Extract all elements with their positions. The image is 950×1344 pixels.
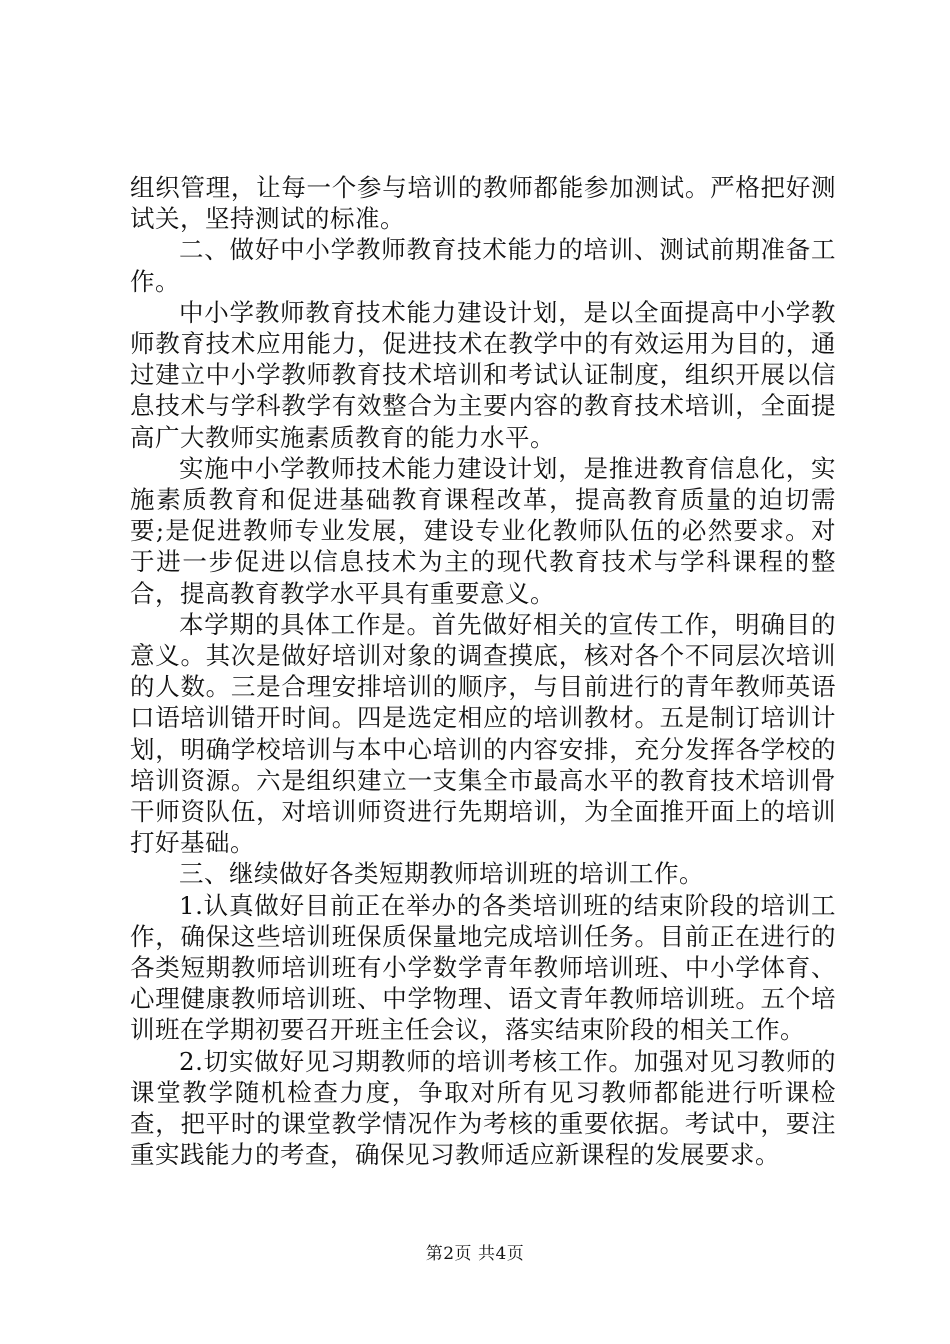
section-heading-2: 二、做好中小学教师教育技术能力的培训、测试前期准备工作。: [130, 235, 836, 296]
page-footer: [0, 1244, 950, 1264]
page-number: 第2页 共4页: [425, 1244, 525, 1264]
paragraph-1: 组织管理，让每一个参与培训的教师都能参加测试。严格把好测试关，坚持测试的标准。: [130, 173, 836, 234]
paragraph-5: 本学期的具体工作是。首先做好相关的宣传工作，明确目的意义。其次是做好培训对象的调查摸底，核对各个不同层次培训的人数。三是合理安排培训的顺序，与目前进行的青年教师英语口语培训错开时间。四是选定相应的培训教材。五是制订培训计划，明确学校培训与本中心培训的内容安排，充分发挥各学校的培训资源。六是组织建立一支集全市最高水平的教育技术培训骨干师资队伍，对培训师资进行先期培训，为全面推开面上的培训打好基础。: [130, 609, 836, 858]
list-item-2: 2.切实做好见习期教师的培训考核工作。加强对见习教师的课堂教学随机检查力度，争取对所有见习教师都能进行听课检查，把平时的课堂教学情况作为考核的重要依据。考试中，要注重实践能力的考查，确保见习教师适应新课程的发展要求。: [130, 1046, 836, 1170]
paragraph-4: 实施中小学教师技术能力建设计划，是推进教育信息化，实施素质教育和促进基础教育课程改革，提高教育质量的迫切需要;是促进教师专业发展，建设专业化教师队伍的必然要求。对于进一步促进以信息技术为主的现代教育技术与学科课程的整合，提高教育教学水平具有重要意义。: [130, 453, 836, 608]
document-body: [130, 172, 836, 1171]
paragraph-3: 中小学教师教育技术能力建设计划，是以全面提高中小学教师教育技术应用能力，促进技术在教学中的有效运用为目的，通过建立中小学教师教育技术培训和考试认证制度，组织开展以信息技术与学科教学有效整合为主要内容的教育技术培训，全面提高广大教师实施素质教育的能力水平。: [130, 297, 836, 452]
section-heading-3: 三、继续做好各类短期教师培训班的培训工作。: [179, 859, 704, 889]
list-item-1: 1.认真做好目前正在举办的各类培训班的结束阶段的培训工作，确保这些培训班保质保量地完成培训任务。目前正在进行的各类短期教师培训班有小学数学青年教师培训班、中小学体育、心理健康教师培训班、中学物理、语文青年教师培训班。五个培训班在学期初要召开班主任会议，落实结束阶段的相关工作。: [130, 890, 836, 1045]
